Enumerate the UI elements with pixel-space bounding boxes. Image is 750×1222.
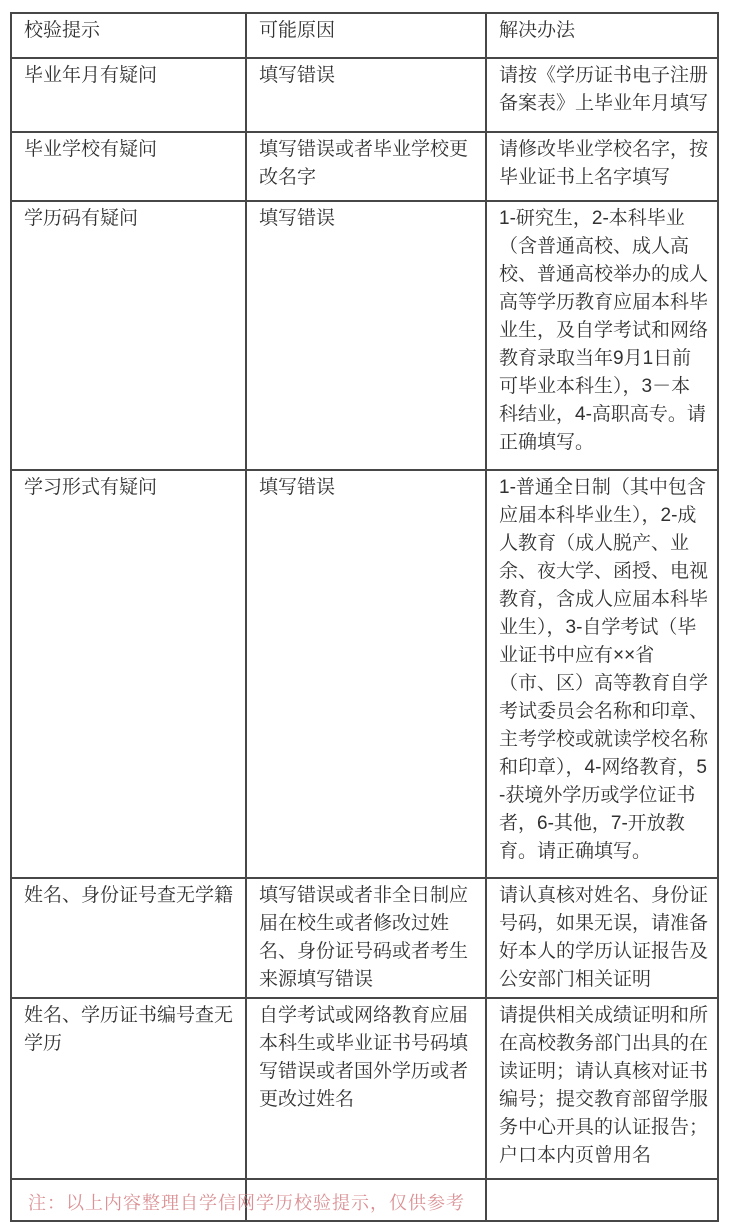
cell-solution: 请修改毕业学校名字，按毕业证书上名字填写: [486, 132, 718, 201]
table-row: [11, 201, 718, 470]
column-header-solution: 解决办法: [486, 13, 718, 58]
cell-reason: 填写错误: [246, 201, 486, 470]
cell-reason: 自学考试或网络教育应届本科生或毕业证书号码填写错误或者国外学历或者更改过姓名: [246, 998, 486, 1179]
truncated-footer-note: 注：以上内容整理自学信网学历校验提示，仅供参考: [28, 1193, 465, 1213]
cell-reason: 填写错误: [246, 470, 486, 878]
cell-reason: 填写错误或者毕业学校更改名字: [246, 132, 486, 201]
verification-table: [10, 12, 719, 1222]
cell-reason: 填写错误或者非全日制应届在校生或者修改过姓名、身份证号码或者考生来源填写错误: [246, 878, 486, 998]
cell-prompt: 毕业学校有疑问: [11, 132, 246, 201]
table-row: [11, 470, 718, 878]
table-row: [11, 998, 718, 1179]
table-header-row: [11, 13, 718, 58]
cell-reason: 填写错误: [246, 58, 486, 132]
cell-prompt: 毕业年月有疑问: [11, 58, 246, 132]
cell-solution: 1-普通全日制（其中包含应届本科毕业生），2-成人教育（成人脱产、业余、夜大学、函授、电视教育，含成人应届本科毕业生），3-自学考试（毕业证书中应有××省（市、区）高等教育自学考试委员会名称和印章、主考学校或就读学校名称和印章），4-网络教育，5-获境外学历或学位证书者，6-其他，7-开放教育。请正确填写。: [486, 470, 718, 878]
cell-solution: 请认真核对姓名、身份证号码，如果无误，请准备好本人的学历认证报告及公安部门相关证明: [486, 878, 718, 998]
cell-prompt: 姓名、身份证号查无学籍: [11, 878, 246, 998]
cell-solution: 请提供相关成绩证明和所在高校教务部门出具的在读证明；请认真核对证书编号；提交教育部留学服务中心开具的认证报告；户口本内页曾用名: [486, 998, 718, 1179]
cell-prompt: 学习形式有疑问: [11, 470, 246, 878]
cell-prompt: 姓名、学历证书编号查无学历: [11, 998, 246, 1179]
column-header-prompt: 校验提示: [11, 13, 246, 58]
cell-prompt: 学历码有疑问: [11, 201, 246, 470]
cell-solution: 1-研究生，2-本科毕业（含普通高校、成人高校、普通高校举办的成人高等学历教育应届本科毕业生，及自学考试和网络教育录取当年9月1日前可毕业本科生），3－本科结业，4-高职高专。请正确填写。: [486, 201, 718, 470]
table-row: [11, 132, 718, 201]
column-header-reason: 可能原因: [246, 13, 486, 58]
cell-solution: 请按《学历证书电子注册备案表》上毕业年月填写: [486, 58, 718, 132]
table-row: [11, 58, 718, 132]
table-row: [11, 878, 718, 998]
